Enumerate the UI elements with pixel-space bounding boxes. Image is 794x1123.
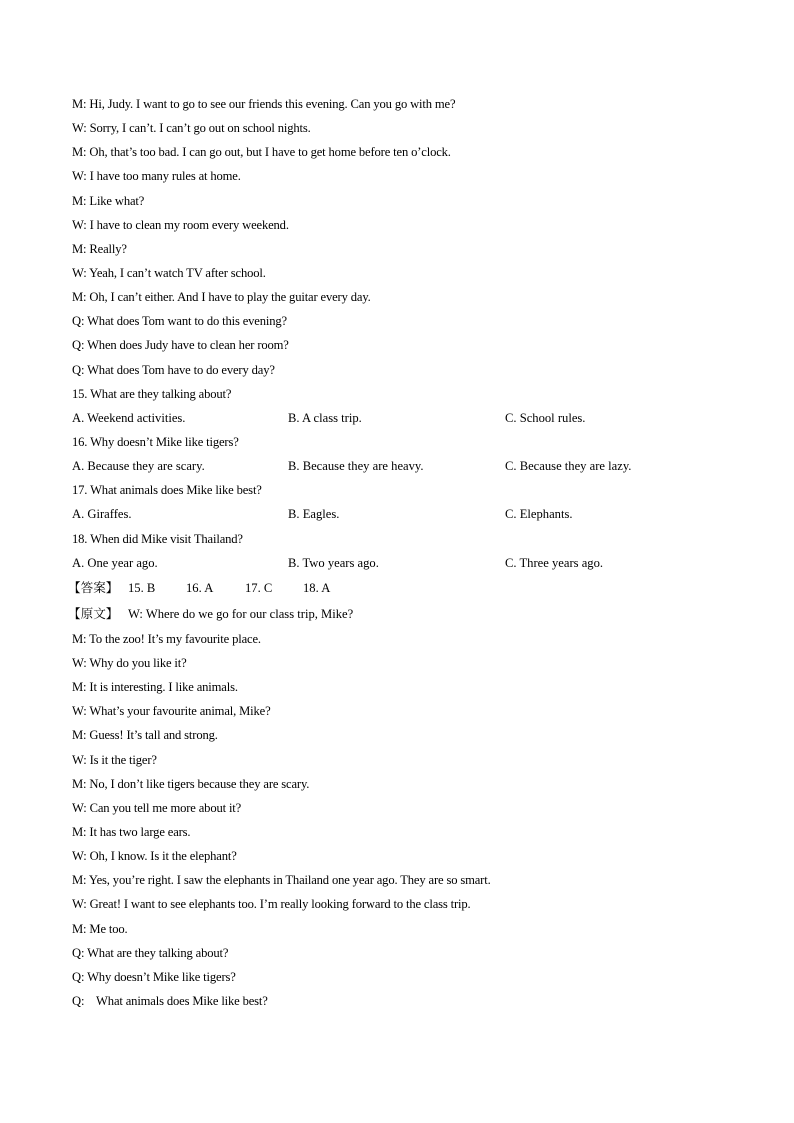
dialogue-line: M: Hi, Judy. I want to go to see our friends this evening. Can you go with me? — [72, 97, 456, 111]
dialogue-line: W: What’s your favourite animal, Mike? — [72, 704, 271, 719]
question-line: Q: What are they talking about? — [72, 945, 229, 960]
dialogue-1 — [72, 92, 732, 382]
answer-item: 17. C — [245, 580, 273, 595]
question-17: 17. What animals does Mike like best? — [72, 483, 262, 498]
options-17 — [72, 502, 732, 526]
option-c: C. Three years ago. — [505, 555, 604, 570]
dialogue-line: M: Like what? — [72, 193, 145, 208]
dialogue-line: W: Why do you like it? — [72, 655, 187, 670]
dialogue-line: M: It is interesting. I like animals. — [72, 680, 238, 695]
dialogue-line: W: I have too many rules at home. — [72, 169, 241, 184]
dialogue-line: W: Yeah, I can’t watch TV after school. — [72, 265, 266, 280]
question-block — [72, 382, 732, 575]
transcript-first-line — [68, 601, 732, 627]
option-a: A. One year ago. — [72, 555, 158, 570]
option-a: A. Weekend activities. — [72, 410, 186, 425]
question-line: Q: Why doesn’t Mike like tigers? — [72, 969, 236, 984]
dialogue-line: M: Oh, I can’t either. And I have to play the guitar every day. — [72, 290, 371, 305]
option-b: B. Eagles. — [288, 507, 340, 522]
option-b: B. A class trip. — [288, 410, 362, 425]
option-b: B. Because they are heavy. — [288, 459, 424, 474]
dialogue-line: M: Guess! It’s tall and strong. — [72, 728, 218, 743]
question-15: 15. What are they talking about? — [72, 386, 232, 401]
answer-item: 15. B — [128, 580, 156, 595]
answer-item: 16. A — [186, 580, 214, 595]
dialogue-line: M: To the zoo! It’s my favourite place. — [72, 631, 261, 646]
answer-key — [68, 575, 732, 601]
dialogue-line: M: Me too. — [72, 921, 128, 936]
option-c: C. Elephants. — [505, 507, 573, 522]
dialogue-line: W: Can you tell me more about it? — [72, 800, 242, 815]
dialogue-line: W: Sorry, I can’t. I can’t go out on school nights. — [72, 121, 311, 136]
question-line: Q: What does Tom want to do this evening? — [72, 314, 287, 329]
option-c: C. School rules. — [505, 410, 586, 425]
dialogue-line: M: Really? — [72, 241, 127, 256]
question-line: Q: When does Judy have to clean her room? — [72, 338, 289, 353]
dialogue-line: W: I have to clean my room every weekend. — [72, 217, 289, 232]
option-a: A. Because they are scary. — [72, 459, 205, 474]
document-page — [68, 92, 732, 1013]
dialogue-line: W: Great! I want to see elephants too. I’m really looking forward to the class trip. — [72, 897, 471, 912]
dialogue-line: W: Where do we go for our class trip, Mike? — [128, 606, 354, 621]
options-18 — [72, 551, 732, 575]
dialogue-line: M: Yes, you’re right. I saw the elephants in Thailand one year ago. They are so smart. — [72, 873, 491, 888]
question-18: 18. When did Mike visit Thailand? — [72, 531, 243, 546]
transcript-tag: 【原文】 — [68, 605, 119, 621]
option-b: B. Two years ago. — [288, 555, 379, 570]
answer-tag: 【答案】 — [68, 579, 119, 595]
transcript — [68, 601, 732, 1013]
question-line: Q: What does Tom have to do every day? — [72, 362, 275, 377]
answer-item: 18. A — [303, 580, 331, 595]
option-c: C. Because they are lazy. — [505, 459, 632, 474]
dialogue-line: W: Is it the tiger? — [72, 752, 157, 767]
options-16 — [72, 454, 732, 478]
question-16: 16. Why doesn’t Mike like tigers? — [72, 434, 239, 449]
dialogue-line: M: No, I don’t like tigers because they are scary. — [72, 776, 310, 791]
option-a: A. Giraffes. — [72, 507, 132, 522]
dialogue-line: M: Oh, that’s too bad. I can go out, but I have to get home before ten o’clock. — [72, 145, 451, 160]
options-15 — [72, 406, 732, 430]
dialogue-line: M: It has two large ears. — [72, 824, 191, 839]
question-line: Q: What animals does Mike like best? — [72, 993, 268, 1008]
dialogue-line: W: Oh, I know. Is it the elephant? — [72, 849, 237, 864]
